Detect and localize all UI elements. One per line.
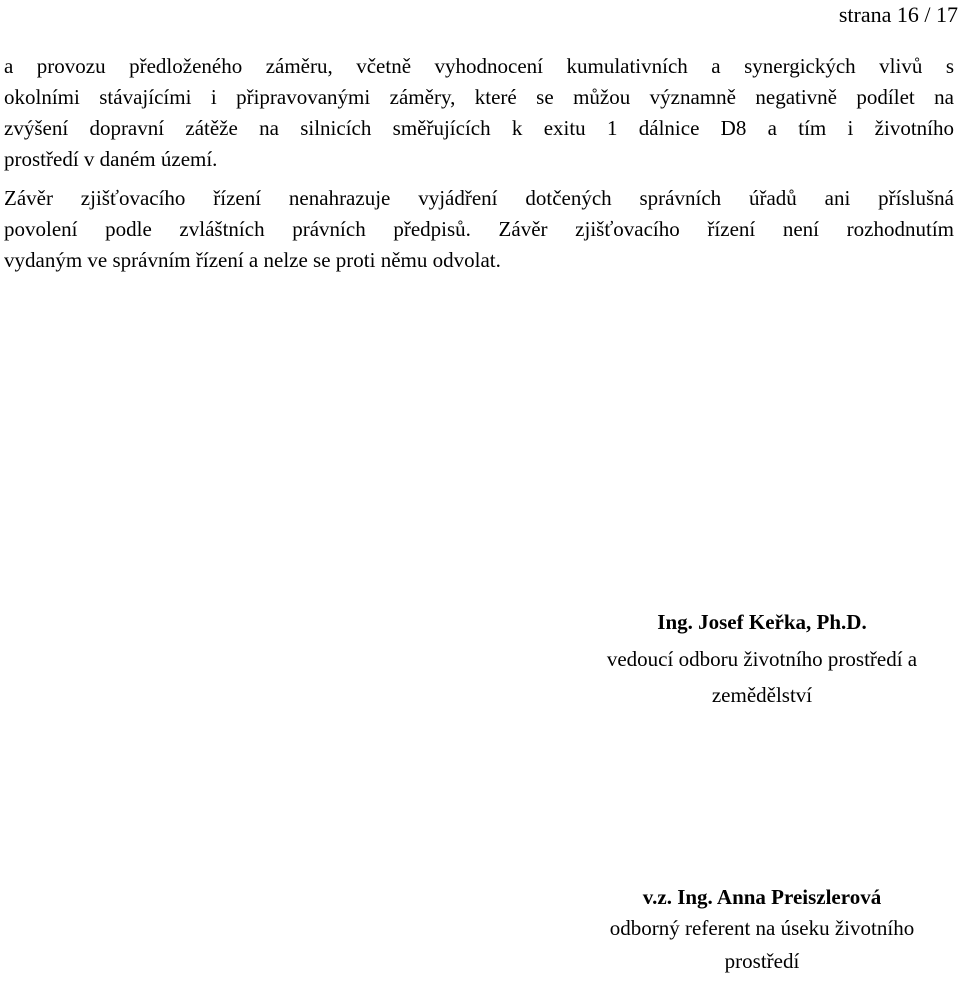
paragraph-line: okolními stávajícími i připravovanými záměry, které se můžou významně negativně podílet na (4, 85, 954, 109)
paragraph-line: vydaným ve správním řízení a nelze se proti němu odvolat. (4, 248, 501, 272)
signatory-role-line: prostředí (724, 949, 800, 973)
signatory-role-line: odborný referent na úseku životního (609, 916, 915, 940)
signature-block-head (572, 607, 952, 713)
paragraph-line: zvýšení dopravní zátěže na silnicích směřujících k exitu 1 dálnice D8 a tím i životního (4, 116, 954, 140)
signatory-name: v.z. Ing. Anna Preiszlerová (642, 885, 882, 909)
signatory-name: Ing. Josef Keřka, Ph.D. (657, 610, 867, 634)
paragraph-line: prostředí v daném území. (4, 147, 218, 171)
paragraph-line: povolení podle zvláštních právních předpisů. Závěr zjišťovacího řízení není rozhodnutím (4, 217, 954, 241)
page-number: strana 16 / 17 (838, 2, 958, 27)
signature-block-deputy (572, 882, 952, 978)
signatory-role-line: zemědělství (711, 683, 813, 707)
paragraph-assessment-scope (4, 51, 954, 175)
paragraph-line: a provozu předloženého záměru, včetně vyhodnocení kumulativních a synergických vlivů s (4, 54, 954, 78)
paragraph-legal-notice (4, 183, 954, 276)
paragraph-line: Závěr zjišťovacího řízení nenahrazuje vyjádření dotčených správních úřadů ani příslušná (4, 186, 954, 210)
signatory-role-line: vedoucí odboru životního prostředí a (606, 647, 918, 671)
